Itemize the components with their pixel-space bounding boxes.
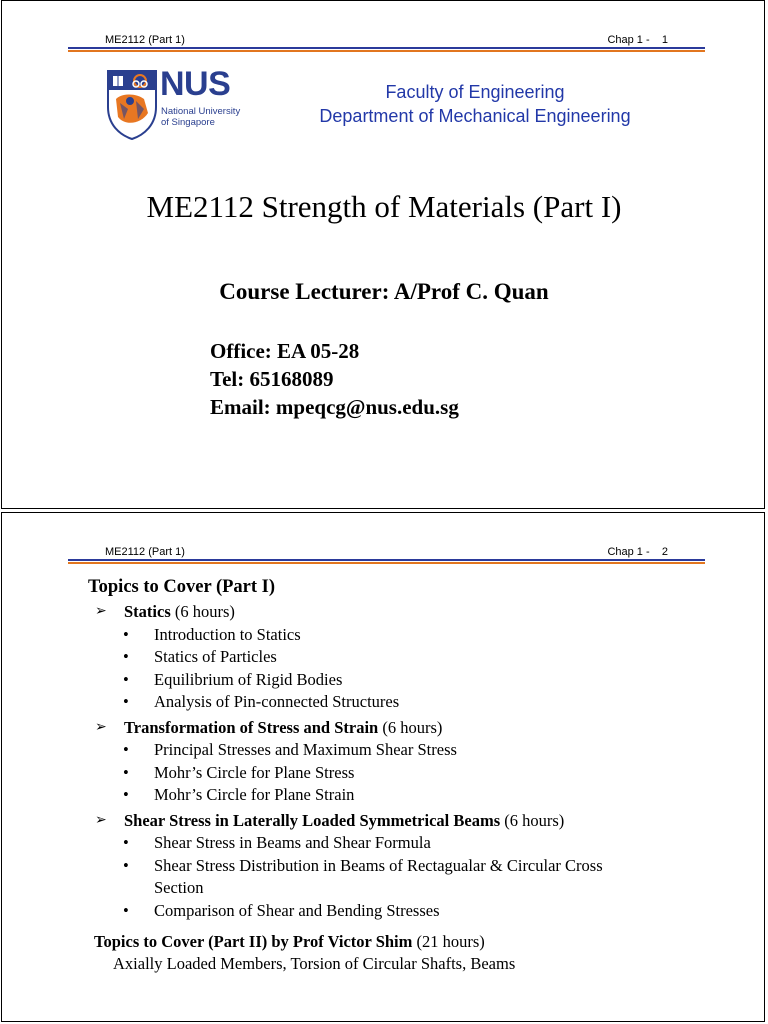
list-item-text: Analysis of Pin-connected Structures: [154, 692, 400, 711]
list-item: [2, 900, 766, 923]
faculty-name: Faculty of Engineering: [385, 82, 565, 102]
course-title: ME2112 Strength of Materials (Part I): [146, 189, 622, 224]
list-item: [2, 646, 766, 669]
bullet-icon: •: [123, 692, 129, 711]
header-course-code: ME2112 (Part 1): [105, 546, 185, 558]
header-rule: [68, 559, 705, 564]
arrow-bullet-icon: ➢: [95, 719, 107, 735]
topics-content: [2, 601, 766, 925]
list-item: [2, 832, 766, 855]
header-rule: [68, 47, 705, 52]
section-heading: [2, 601, 766, 624]
section-hours: (6 hours): [500, 810, 565, 830]
section-title: Transformation of Stress and Strain: [124, 717, 379, 737]
section-title: Shear Stress in Laterally Loaded Symmetrical Beams: [124, 810, 501, 830]
header-course-code: ME2112 (Part 1): [105, 34, 185, 46]
slide-1: [1, 0, 765, 509]
section-heading: [2, 810, 766, 833]
slide-2: [1, 512, 765, 1022]
list-item-text: Mohr’s Circle for Plane Stress: [154, 762, 355, 782]
list-item: [2, 762, 766, 785]
list-item-text: Shear Stress in Beams and Shear Formula: [154, 833, 431, 852]
arrow-bullet-icon: ➢: [95, 812, 107, 828]
course-lecturer: Course Lecturer: A/Prof C. Quan: [219, 279, 549, 304]
bullet-icon: •: [123, 762, 129, 782]
bullet-icon: •: [123, 855, 129, 875]
header-page-number: Chap 1 - 2: [607, 546, 668, 558]
list-item-text: Comparison of Shear and Bending Stresses: [154, 900, 440, 920]
list-item-text: Principal Stresses and Maximum Shear Stress: [154, 740, 457, 759]
section-hours: (6 hours): [378, 717, 443, 737]
contact-info: [210, 337, 459, 421]
list-item-text: Mohr’s Circle for Plane Strain: [154, 785, 355, 804]
section-heading: [2, 717, 766, 740]
header-page-number: Chap 1 - 1: [607, 34, 668, 46]
list-item: [2, 739, 766, 762]
bullet-icon: •: [123, 785, 129, 804]
list-item-text: Statics of Particles: [154, 647, 277, 666]
list-item: [2, 669, 766, 692]
arrow-bullet-icon: ➢: [95, 604, 107, 619]
topics-title: Topics to Cover (Part I): [88, 577, 276, 597]
bullet-icon: •: [123, 900, 129, 920]
bullet-icon: •: [123, 647, 129, 666]
list-item: [2, 624, 766, 647]
part2-heading: [94, 931, 485, 954]
list-item: [2, 691, 766, 714]
bullet-icon: •: [123, 740, 129, 759]
section-hours: (6 hours): [170, 602, 235, 621]
faculty-block: [2, 80, 766, 128]
part2-topics: Axially Loaded Members, Torsion of Circular Shafts, Beams: [113, 954, 516, 973]
part2-title: Topics to Cover (Part II) by Prof Victor Shim: [94, 932, 413, 951]
email-line: Email: mpeqcg@nus.edu.sg: [210, 395, 459, 419]
list-item: [2, 855, 766, 900]
bullet-icon: •: [123, 624, 129, 644]
topic-list: [2, 624, 766, 714]
list-item-text: Equilibrium of Rigid Bodies: [154, 669, 343, 689]
list-item: [2, 784, 766, 807]
topic-list: [2, 832, 766, 922]
bullet-icon: •: [123, 669, 129, 689]
nus-logo-text: NUS: [160, 65, 231, 103]
list-item-text: Shear Stress Distribution in Beams of Rectagualar & Circular Cross Section: [154, 855, 603, 897]
bullet-icon: •: [123, 833, 129, 852]
topic-list: [2, 739, 766, 807]
department-name: Department of Mechanical Engineering: [319, 106, 631, 126]
nus-logo-subtitle-1: National University: [161, 106, 241, 117]
section-title: Statics: [124, 602, 171, 621]
office-line: Office: EA 05-28: [210, 339, 360, 363]
list-item-text: Introduction to Statics: [154, 624, 301, 644]
part2-hours: (21 hours): [412, 932, 485, 951]
tel-line: Tel: 65168089: [210, 367, 334, 391]
nus-logo-subtitle-2: of Singapore: [161, 117, 215, 128]
